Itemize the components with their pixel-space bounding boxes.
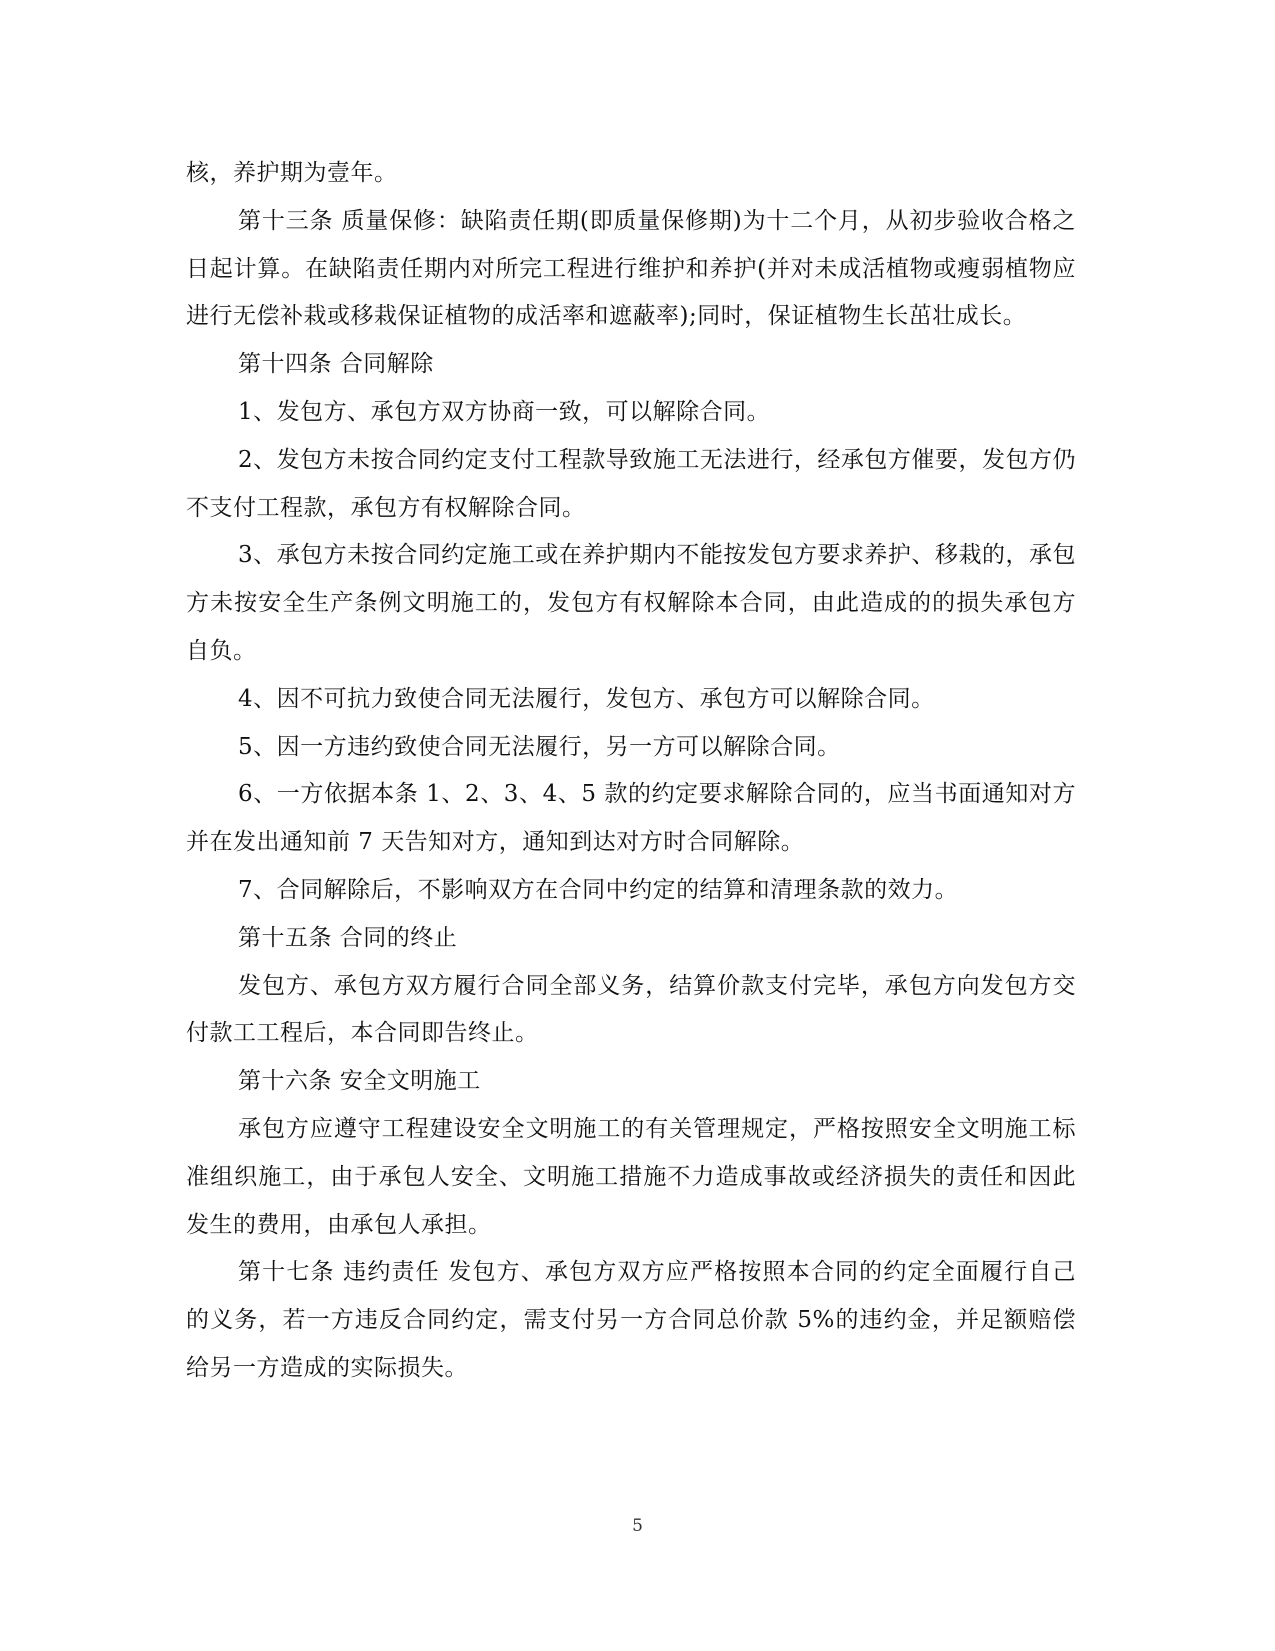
paragraph-article-13: 第十三条 质量保修：缺陷责任期(即质量保修期)为十二个月，从初步验收合格之日起计算。在缺陷责任期内对所完工程进行维护和养护(并对未成活植物或瘦弱植物应进行无偿补栽或移栽保证植物的成活率和遮蔽率);同时，保证植物生长茁壮成长。 bbox=[186, 207, 1076, 330]
heading-article-14: 第十四条 合同解除 bbox=[238, 351, 434, 378]
list-item-14-5: 5、因一方违约致使合同无法履行，另一方可以解除合同。 bbox=[238, 733, 841, 760]
paragraph-article-17: 第十七条 违约责任 发包方、承包方双方应严格按照本合同的约定全面履行自己的义务，若一方违反合同约定，需支付另一方合同总价款 5%的违约金，并足额赔偿给另一方造成的实际损失。 bbox=[186, 1259, 1076, 1381]
paragraph-article-16: 承包方应遵守工程建设安全文明施工的有关管理规定，严格按照安全文明施工标准组织施工，由于承包人安全、文明施工措施不力造成事故或经济损失的责任和因此发生的费用，由承包人承担。 bbox=[186, 1115, 1076, 1238]
page-number: 5 bbox=[632, 1516, 643, 1536]
list-item-14-7: 7、合同解除后，不影响双方在合同中约定的结算和清理条款的效力。 bbox=[238, 876, 959, 903]
document-body bbox=[186, 150, 1076, 1393]
list-item-14-2: 2、发包方未按合同约定支付工程款导致施工无法进行，经承包方催要，发包方仍不支付工程款，承包方有权解除合同。 bbox=[186, 446, 1076, 521]
list-item-14-4: 4、因不可抗力致使合同无法履行，发包方、承包方可以解除合同。 bbox=[238, 685, 935, 712]
list-item-14-6: 6、一方依据本条 1、2、3、4、5 款的约定要求解除合同的，应当书面通知对方并在发出通知前 7 天告知对方，通知到达对方时合同解除。 bbox=[186, 781, 1076, 856]
heading-article-15: 第十五条 合同的终止 bbox=[238, 924, 458, 951]
paragraph-article-15: 发包方、承包方双方履行合同全部义务，结算价款支付完毕，承包方向发包方交付款工工程后，本合同即告终止。 bbox=[186, 972, 1076, 1047]
paragraph-continuation: 核，养护期为壹年。 bbox=[186, 160, 398, 186]
heading-article-16: 第十六条 安全文明施工 bbox=[238, 1068, 481, 1095]
list-item-14-3: 3、承包方未按合同约定施工或在养护期内不能按发包方要求养护、移栽的，承包方未按安全生产条例文明施工的，发包方有权解除本合同，由此造成的的损失承包方自负。 bbox=[186, 542, 1076, 664]
list-item-14-1: 1、发包方、承包方双方协商一致，可以解除合同。 bbox=[238, 398, 771, 425]
